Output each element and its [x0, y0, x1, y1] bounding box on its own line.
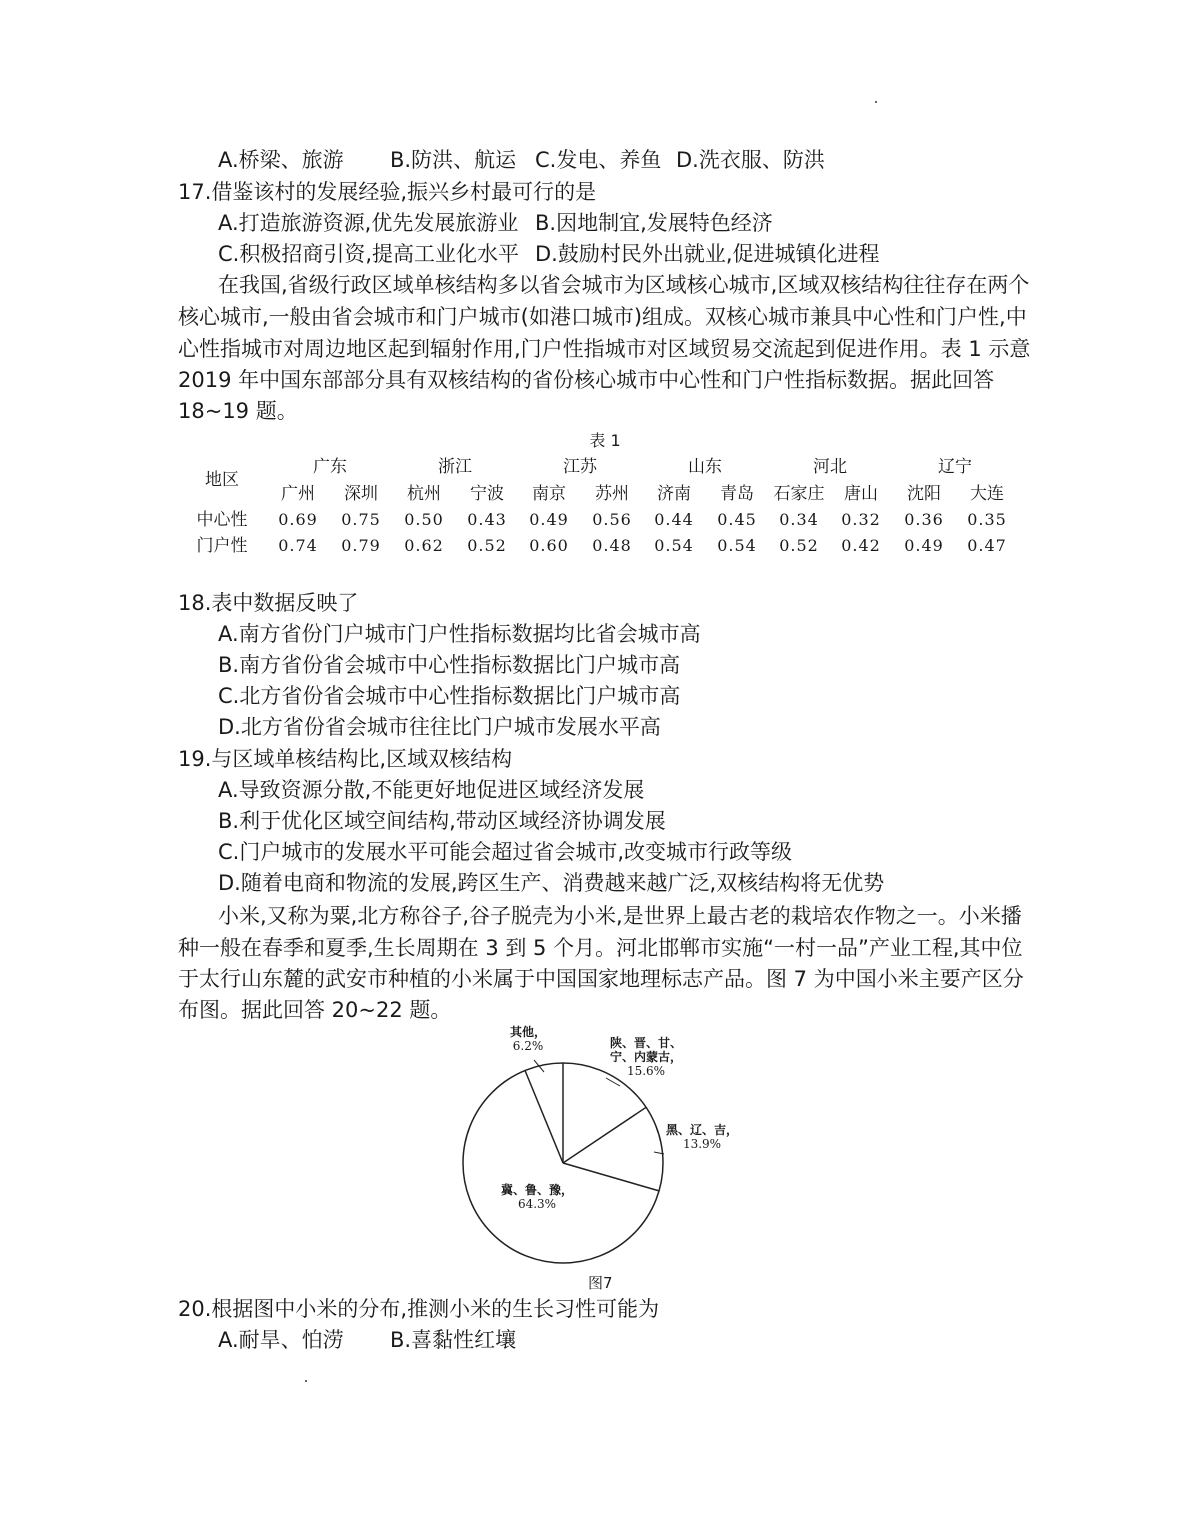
q20-option-a: A.耐旱、怕涝 — [218, 1328, 344, 1352]
passage1-line-2: 核心城市,一般由省会城市和门户城市(如港口城市)组成。双核心城市兼具中心性和门户性,中 — [178, 305, 1027, 329]
table-cell: 0.54 — [717, 536, 757, 555]
table-city: 沈阳 — [907, 484, 941, 504]
passage2-line-2: 种一般在春季和夏季,生长周期在 3 到 5 个月。河北邯郸市实施“一村一品”产业工程,其中位 — [178, 936, 1023, 960]
scan-speck — [305, 1380, 307, 1382]
table-city: 深圳 — [344, 484, 378, 504]
table-city: 大连 — [970, 484, 1004, 504]
table-cell: 0.34 — [779, 510, 819, 529]
table-cell: 0.54 — [654, 536, 694, 555]
table-row-label-gateway: 门户性 — [196, 536, 248, 556]
table-city: 南京 — [532, 484, 566, 504]
passage1-line-5: 18~19 题。 — [178, 399, 298, 423]
table-row-label-centrality: 中心性 — [196, 510, 248, 530]
table-cell: 0.79 — [341, 536, 381, 555]
q16-option-b: B.防洪、航运 — [390, 148, 517, 172]
q18-option-a: A.南方省份门户城市门户性指标数据均比省会城市高 — [218, 622, 701, 646]
q16-option-a: A.桥梁、旅游 — [218, 148, 344, 172]
table-province-shandong: 山东 — [688, 457, 722, 477]
table-region-header: 地区 — [205, 470, 239, 490]
table-cell: 0.75 — [341, 510, 381, 529]
table-cell: 0.74 — [278, 536, 318, 555]
table-cell: 0.42 — [841, 536, 881, 555]
table-cell: 0.43 — [467, 510, 507, 529]
q19-stem: 19.与区域单核结构比,区域双核结构 — [178, 747, 513, 771]
q20-option-b: B.喜黏性红壤 — [390, 1328, 517, 1352]
q19-option-c: C.门户城市的发展水平可能会超过省会城市,改变城市行政等级 — [218, 840, 793, 864]
table-city: 石家庄 — [773, 484, 825, 504]
passage2-line-3: 于太行山东麓的武安市种植的小米属于中国国家地理标志产品。图 7 为中国小米主要产区分 — [178, 967, 1024, 991]
table-province-guangdong: 广东 — [313, 457, 347, 477]
table-cell: 0.32 — [841, 510, 881, 529]
scan-speck — [875, 101, 877, 103]
pie-slice-label: 其他， — [509, 1025, 547, 1039]
table-cell: 0.35 — [967, 510, 1007, 529]
table-city: 杭州 — [407, 484, 441, 504]
q17-stem: 17.借鉴该村的发展经验,振兴乡村最可行的是 — [178, 180, 597, 204]
q19-option-d: D.随着电商和物流的发展,跨区生产、消费越来越广泛,双核结构将无优势 — [218, 871, 885, 895]
pie-chart — [440, 1020, 760, 1270]
pie-slice-label: 陕、晋、甘、 — [609, 1036, 683, 1050]
q18-option-c: C.北方省份省会城市中心性指标数据比门户城市高 — [218, 684, 681, 708]
q18-option-b: B.南方省份省会城市中心性指标数据比门户城市高 — [218, 653, 681, 677]
table-cell: 0.45 — [717, 510, 757, 529]
table-cell: 0.62 — [404, 536, 444, 555]
table-cell: 0.52 — [779, 536, 819, 555]
table-city: 济南 — [657, 484, 691, 504]
table-cell: 0.47 — [967, 536, 1007, 555]
passage2-line-4: 布图。据此回答 20~22 题。 — [178, 998, 452, 1022]
q20-stem: 20.根据图中小米的分布,推测小米的生长习性可能为 — [178, 1297, 660, 1321]
pie-slice-label: 6.2% — [512, 1039, 544, 1053]
q16-option-d: D.洗衣服、防洪 — [676, 148, 825, 172]
pie-slice-label: 15.6% — [626, 1064, 666, 1078]
passage2-line-1: 小米,又称为粟,北方称谷子,谷子脱壳为小米,是世界上最古老的栽培农作物之一。小米播 — [218, 904, 1022, 928]
pie-slice-label: 13.9% — [682, 1137, 722, 1151]
q19-option-a: A.导致资源分散,不能更好地促进区域经济发展 — [218, 778, 645, 802]
pie-slice-label: 64.3% — [517, 1197, 557, 1211]
table-province-liaoning: 辽宁 — [938, 457, 972, 477]
passage1-line-1: 在我国,省级行政区域单核结构多以省会城市为区域核心城市,区域双核结构往往存在两个 — [218, 273, 1030, 297]
table-city: 广州 — [281, 484, 315, 504]
table-province-hebei: 河北 — [813, 457, 847, 477]
table-cell: 0.44 — [654, 510, 694, 529]
table-cell: 0.56 — [592, 510, 632, 529]
table-province-jiangsu: 江苏 — [563, 457, 597, 477]
table-city: 青岛 — [720, 484, 754, 504]
q16-option-c: C.发电、养鱼 — [535, 148, 662, 172]
table-city: 苏州 — [595, 484, 629, 504]
q18-stem: 18.表中数据反映了 — [178, 591, 359, 615]
figure-caption: 图7 — [588, 1274, 613, 1292]
passage1-line-3: 心性指城市对周边地区起到辐射作用,门户性指城市对区域贸易交流起到促进作用。表 1 示意 — [178, 337, 1031, 361]
table-cell: 0.48 — [592, 536, 632, 555]
q18-option-d: D.北方省份省会城市往往比门户城市发展水平高 — [218, 715, 661, 739]
passage1-line-4: 2019 年中国东部部分具有双核结构的省份核心城市中心性和门户性指标数据。据此回答 — [178, 368, 995, 392]
table-cell: 0.52 — [467, 536, 507, 555]
table-city: 宁波 — [470, 484, 504, 504]
table-caption: 表 1 — [589, 431, 621, 450]
q17-option-d: D.鼓励村民外出就业,促进城镇化进程 — [535, 242, 880, 266]
pie-slice-label: 宁、内蒙古， — [609, 1050, 683, 1064]
table-cell: 0.49 — [904, 536, 944, 555]
q17-option-a: A.打造旅游资源,优先发展旅游业 — [218, 211, 519, 235]
table-cell: 0.60 — [529, 536, 569, 555]
table-cell: 0.49 — [529, 510, 569, 529]
q17-option-c: C.积极招商引资,提高工业化水平 — [218, 242, 520, 266]
pie-slice-label: 黑、辽、吉， — [665, 1123, 739, 1137]
q19-option-b: B.利于优化区域空间结构,带动区域经济协调发展 — [218, 809, 666, 833]
q17-option-b: B.因地制宜,发展特色经济 — [535, 211, 773, 235]
table-city: 唐山 — [844, 484, 878, 504]
table-cell: 0.69 — [278, 510, 318, 529]
pie-slice-label: 冀、鲁、豫， — [500, 1183, 574, 1197]
table-province-zhejiang: 浙江 — [438, 457, 472, 477]
table-cell: 0.50 — [404, 510, 444, 529]
table-cell: 0.36 — [904, 510, 944, 529]
